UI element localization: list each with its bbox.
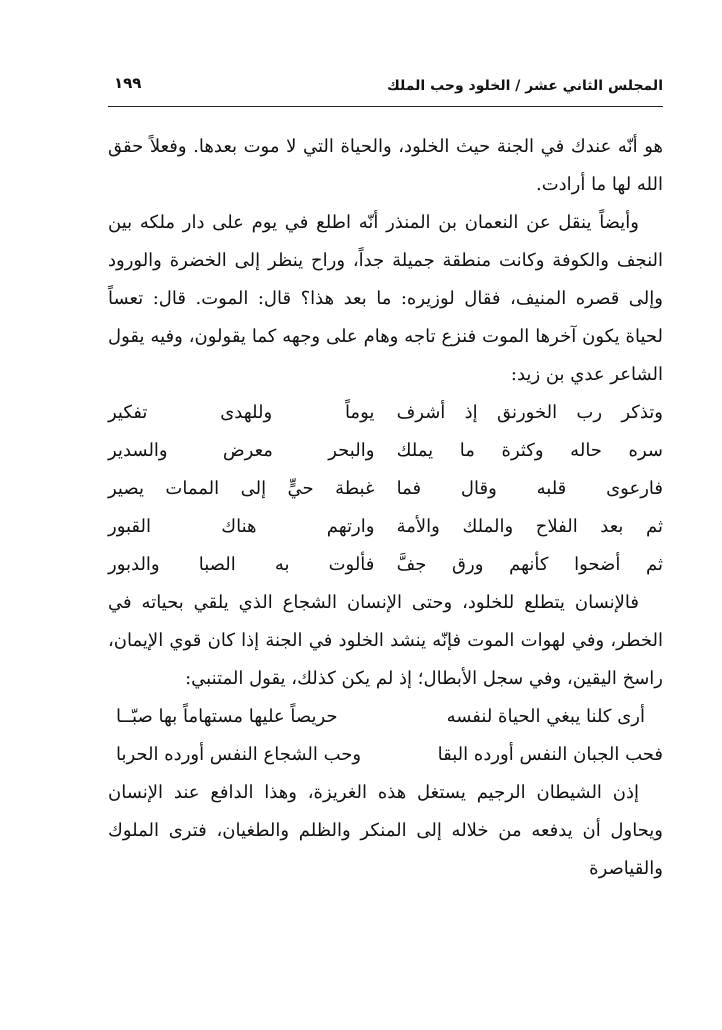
poem-adi-bin-zayd (108, 394, 663, 584)
poem-verse (108, 736, 663, 774)
verse-second-hemistich: حريصاً عليها مستهاماً بها صبّــا (116, 706, 338, 727)
paragraph-2: وأيضاً ينقل عن النعمان بن المنذر أنّه اطلع في يوم على دار ملكه بين النجف والكوفة وكانت منطقة جميلة جداً، وراح ينظر إلى الخضرة والورود وإلى قصره المنيف، فقال لوزيره: ما بعد هذا؟ قال: الموت. قال: تعساً لحياة يكون آخرها الموت فنزع تاجه وهام على وجهه كما يقولون، وفيه يقول الشاعر عدي بن زيد: (108, 212, 663, 385)
verse-second-hemistich: غبطة حيٍّ إلى الممات يصير (108, 478, 375, 499)
poem-al-mutanabbi (108, 698, 663, 774)
verse-first-hemistich: فحب الجبان النفس أورده البقا (437, 744, 663, 765)
page-number: ١٩٩ (114, 74, 142, 92)
verse-first-hemistich: أرى كلنا يبغي الحياة لنفسه (446, 706, 645, 727)
verse-second-hemistich: فألوت به الصبا والدبور (108, 554, 375, 575)
page-header (108, 72, 663, 107)
body-text (108, 128, 663, 888)
verse-second-hemistich: وارتهم هناك القبور (108, 516, 375, 537)
verse-first-hemistich: فارعوى قلبه وقال فما (396, 478, 663, 499)
verse-second-hemistich: وحب الشجاع النفس أورده الحربا (116, 744, 362, 765)
running-title: المجلس الثاني عشر / الخلود وحب الملك (387, 78, 663, 94)
verse-first-hemistich: ثم أضحوا كأنهم ورق جفَّ (396, 554, 663, 575)
paragraph-1: هو أنّه عندك في الجنة حيث الخلود، والحياة التي لا موت بعدها. وفعلاً حقق الله لها ما أرادت. (108, 136, 663, 195)
verse-first-hemistich: وتذكر رب الخورنق إذ أشرف (396, 402, 663, 423)
paragraph-4: إذن الشيطان الرجيم يستغل هذه الغريزة، وهذا الدافع عند الإنسان ويحاول أن يدفعه من خلاله إلى المنكر والظلم والطغيان، فترى الملوك والقياصرة (108, 782, 663, 879)
poem-verse (108, 508, 663, 546)
verse-first-hemistich: ثم بعد الفلاح والملك والأمة (396, 516, 663, 537)
poem-verse (108, 432, 663, 470)
paragraph-3: فالإنسان يتطلع للخلود، وحتى الإنسان الشجاع الذي يلقي بحياته في الخطر، وفي لهوات الموت فإنّه ينشد الخلود في الجنة إذا كان قوي الإيمان، راسخ اليقين، وفي سجل الأبطال؛ إذ لم يكن كذلك، يقول المتنبي: (108, 592, 663, 689)
poem-verse (108, 470, 663, 508)
verse-first-hemistich: سره حاله وكثرة ما يملك (396, 440, 663, 461)
poem-verse (108, 546, 663, 584)
poem-verse (108, 698, 663, 736)
verse-second-hemistich: والبحر معرض والسدير (108, 440, 375, 461)
poem-verse (108, 394, 663, 432)
verse-second-hemistich: يوماً وللهدى تفكير (108, 402, 375, 423)
